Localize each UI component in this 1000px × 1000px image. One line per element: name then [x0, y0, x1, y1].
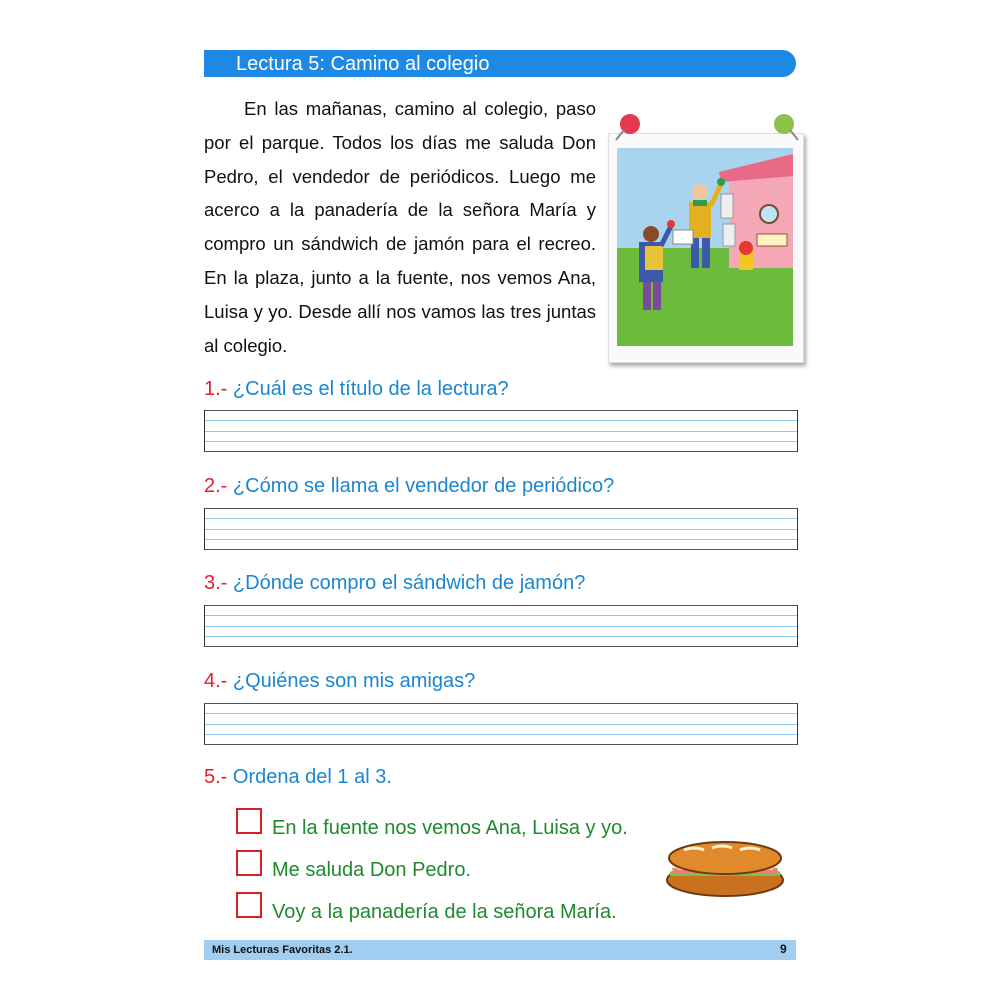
illustration-photo	[608, 133, 804, 363]
question-text: ¿Dónde compro el sándwich de jamón?	[232, 572, 586, 594]
page-number: 9	[780, 942, 787, 956]
question-text: ¿Cómo se llama el vendedor de periódico?	[232, 475, 615, 497]
question-number: 1.-	[204, 378, 228, 400]
order-item-1: En la fuente nos vemos Ana, Luisa y yo.	[272, 817, 628, 839]
answer-lines-3[interactable]	[204, 605, 798, 647]
order-item-3: Voy a la panadería de la señora María.	[272, 901, 617, 923]
question-4	[204, 668, 475, 694]
question-2	[204, 473, 614, 499]
page-title: Lectura 5: Camino al colegio	[236, 53, 490, 75]
order-item-2: Me saluda Don Pedro.	[272, 859, 472, 881]
answer-lines-4[interactable]	[204, 703, 798, 745]
footer-book-title: Mis Lecturas Favoritas 2.1.	[212, 944, 353, 956]
question-text: ¿Cuál es el título de la lectura?	[232, 378, 509, 400]
reading-paragraph: En las mañanas, camino al colegio, paso por el parque. Todos los días me saluda Don Pedro, el vendedor de periódicos. Luego me acerco a la panadería de la señora María y compro un sándwich de jamón para el recreo. En la plaza, junto a la fuente, nos vemos Ana, Luisa y yo. Desde allí nos vamos las tres juntas al colegio.	[204, 98, 596, 356]
question-number: 5.-	[204, 766, 228, 788]
question-text: Ordena del 1 al 3.	[232, 766, 392, 788]
park-scene-illustration	[609, 134, 803, 362]
order-checkbox-2[interactable]	[236, 850, 262, 876]
sandwich-icon	[664, 838, 786, 902]
question-3	[204, 570, 585, 596]
question-number: 4.-	[204, 670, 228, 692]
question-number: 2.-	[204, 475, 228, 497]
order-checkbox-3[interactable]	[236, 892, 262, 918]
answer-lines-1[interactable]	[204, 410, 798, 452]
question-number: 3.-	[204, 572, 228, 594]
answer-lines-2[interactable]	[204, 508, 798, 550]
question-1	[204, 376, 509, 402]
order-checkbox-1[interactable]	[236, 808, 262, 834]
question-5	[204, 764, 392, 790]
green-pushpin-icon	[768, 108, 804, 144]
red-pushpin-icon	[610, 108, 646, 144]
question-text: ¿Quiénes son mis amigas?	[232, 670, 476, 692]
